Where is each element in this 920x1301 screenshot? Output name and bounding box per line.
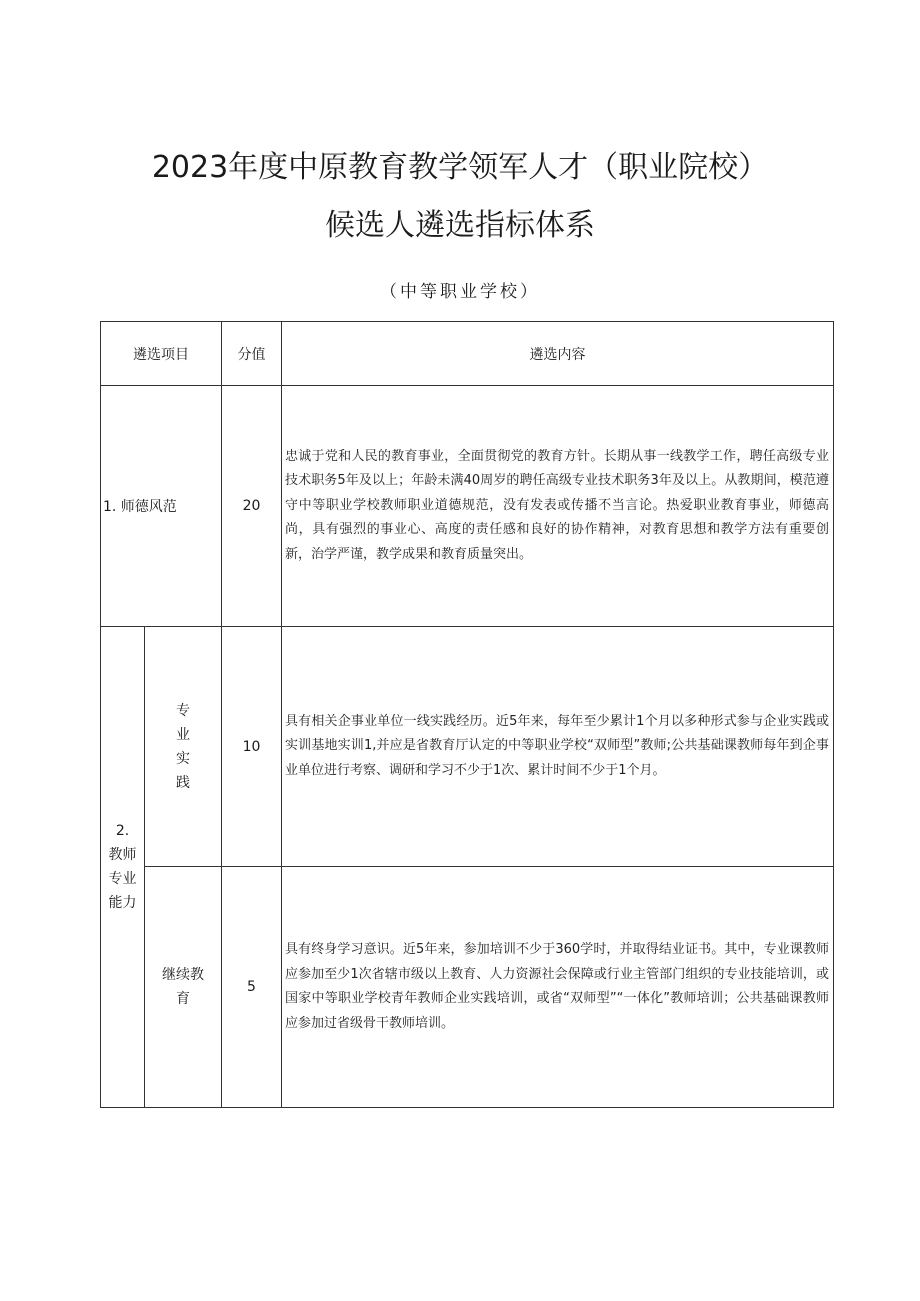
- row2-content: 具有相关企事业单位一线实践经历。近5年来，每年至少累计1个月以多种形式参与企业实践或实训基地实训1,并应是省教育厅认定的中等职业学校“双师型”教师;公共基础课教师每年到企事业单位进行考察、调研和学习不少于1次、累计时间不少于1个月。: [282, 627, 834, 867]
- category2-label: 2. 教师专业能力: [101, 627, 145, 1108]
- row2-score: 10: [222, 627, 282, 867]
- row1-score: 20: [222, 386, 282, 627]
- header-score: 分值: [222, 322, 282, 386]
- table-row: [101, 867, 834, 1108]
- header-content: 遴选内容: [282, 322, 834, 386]
- table-header-row: [101, 322, 834, 386]
- header-item: 遴选项目: [101, 322, 222, 386]
- document-title-line2: 候选人遴选指标体系: [325, 208, 595, 243]
- row1-content: 忠诚于党和人民的教育事业，全面贯彻党的教育方针。长期从事一线教学工作，聘任高级专业技术职务5年及以上；年龄未满40周岁的聘任高级专业技术职务3年及以上。从教期间，模范遵守中等职业学校教师职业道德规范，没有发表或传播不当言论。热爱职业教育事业，师德高尚，具有强烈的事业心、高度的责任感和良好的协作精神，对教育思想和教学方法有重要创新，治学严谨，教学成果和教育质量突出。: [282, 386, 834, 627]
- table-row: [101, 627, 834, 867]
- selection-criteria-table: [100, 321, 834, 1108]
- row2-sub-item-text: 专业实践: [176, 702, 190, 791]
- row2-sub-item: [145, 627, 222, 867]
- row3-score: 5: [222, 867, 282, 1108]
- row3-sub-item-text: 继续教育: [162, 967, 204, 1007]
- document-subtitle: （中等职业学校）: [380, 282, 540, 302]
- row1-item: 1. 师德风范: [101, 386, 222, 627]
- table-row: [101, 386, 834, 627]
- document-title-line1: 2023年度中原教育教学领军人才（职业院校）: [151, 150, 769, 185]
- row3-content: 具有终身学习意识。近5年来，参加培训不少于360学时，并取得结业证书。其中，专业课教师应参加至少1次省辖市级以上教育、人力资源社会保障或行业主管部门组织的专业技能培训，或国家中等职业学校青年教师企业实践培训，或省“双师型”“一体化”教师培训；公共基础课教师应参加过省级骨干教师培训。: [282, 867, 834, 1108]
- row3-sub-item: [145, 867, 222, 1108]
